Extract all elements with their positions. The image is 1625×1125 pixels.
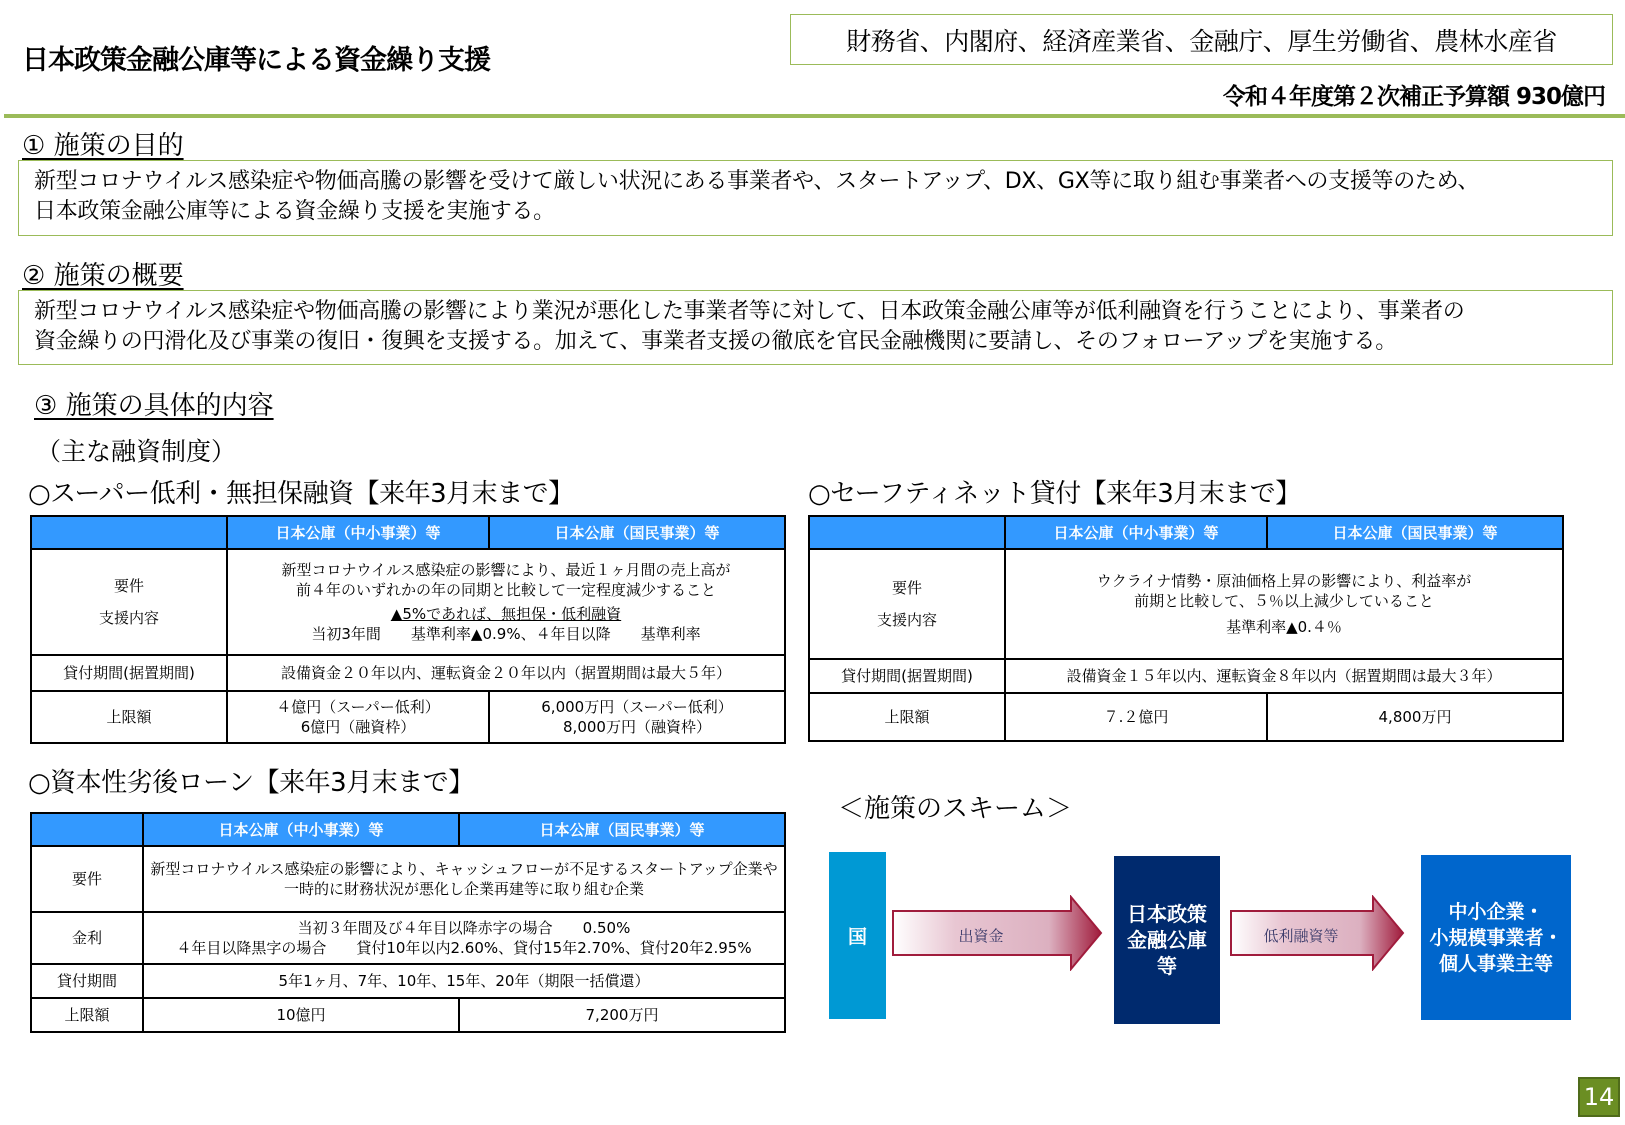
req-line-1: ウクライナ情勢・原油価格上昇の影響により、利益率が — [1096, 572, 1472, 590]
support-condition: ▲5%であれば、無担保・低利融資 — [390, 605, 622, 623]
req-value — [143, 846, 785, 912]
capital-loan-title: ○資本性劣後ローン【来年3月末まで】 — [28, 768, 474, 798]
recipients-line-3: 個人事業主等 — [1438, 952, 1553, 975]
page-number: 14 — [1578, 1077, 1620, 1117]
limit-micro-line-1: 6,000万円（スーパー低利） — [541, 698, 733, 716]
req-line-1: 新型コロナウイルス感染症の影響により、最近１ヶ月間の売上高が — [281, 561, 731, 579]
page-title: 日本政策金融公庫等による資金繰り支援 — [22, 45, 490, 76]
header-sme: 日本公庫（中小事業）等 — [1005, 516, 1267, 549]
jfc-line-3: 等 — [1157, 954, 1177, 978]
req-support-value — [1005, 549, 1563, 659]
scheme-node-country — [829, 852, 886, 1019]
safety-net-table — [808, 515, 1564, 742]
limit-sme — [227, 691, 489, 743]
limit-sme: ７.２億円 — [1005, 693, 1267, 741]
limit-sme-line-2: 6億円（融資枠） — [300, 718, 416, 736]
req-label: 要件 — [31, 846, 143, 912]
req-support-labels — [809, 549, 1005, 659]
period-value: 5年1ヶ月、7年、10年、15年、20年（期限一括償還） — [143, 964, 785, 998]
req-support-labels — [31, 549, 227, 655]
req-line-2: 前期と比較して、５％以上減少していること — [1134, 592, 1434, 610]
scheme-node-recipients — [1421, 855, 1571, 1020]
req-line-2: 一時的に財務状況が悪化し企業再建等に取り組む企業 — [283, 880, 644, 898]
rate-label: 金利 — [31, 912, 143, 964]
purpose-heading: ① 施策の目的 — [22, 131, 184, 161]
limit-sme: 10億円 — [143, 998, 459, 1032]
period-label: 貸付期間(据置期間) — [809, 659, 1005, 693]
overview-line-2: 資金繰りの円滑化及び事業の復旧・復興を支援する。加えて、事業者支援の徹底を官民金融機関に要請し、そのフォローアップを実施する。 — [34, 329, 1397, 354]
rate-line-1: 当初３年間及び４年目以降赤字の場合 0.50% — [297, 919, 631, 937]
details-subheading: （主な融資制度） — [36, 437, 237, 466]
header-blank — [31, 813, 143, 846]
rate-value — [143, 912, 785, 964]
limit-sme-line-1: ４億円（スーパー低利） — [276, 698, 440, 716]
limit-label: 上限額 — [809, 693, 1005, 741]
support-label: 支援内容 — [98, 609, 159, 627]
limit-micro: 4,800万円 — [1267, 693, 1563, 741]
jfc-line-1: 日本政策 — [1127, 902, 1207, 926]
overview-heading: ② 施策の概要 — [22, 261, 184, 291]
req-line-1: 新型コロナウイルス感染症の影響により、キャッシュフローが不足するスタートアップ企業や — [150, 860, 778, 878]
limit-micro: 7,200万円 — [459, 998, 785, 1032]
ministries-box: 財務省、内閣府、経済産業省、金融庁、厚生労働省、農林水産省 — [790, 14, 1613, 65]
limit-label: 上限額 — [31, 691, 227, 743]
header-blank — [809, 516, 1005, 549]
safety-net-title: ○セーフティネット貸付【来年3月末まで】 — [808, 479, 1301, 509]
period-value: 設備資金１５年以内、運転資金８年以内（据置期間は最大３年） — [1005, 659, 1563, 693]
req-label: 要件 — [891, 579, 922, 597]
limit-micro-line-2: 8,000万円（融資枠） — [563, 718, 711, 736]
header-sme: 日本公庫（中小事業）等 — [227, 516, 489, 549]
super-low-table — [30, 515, 786, 744]
arrow-label-loans: 低利融資等 — [1263, 927, 1339, 945]
purpose-line-2: 日本政策金融公庫等による資金繰り支援を実施する。 — [34, 199, 555, 224]
limit-label: 上限額 — [31, 998, 143, 1032]
header-divider — [4, 114, 1625, 118]
capital-loan-table — [30, 812, 786, 1033]
header-blank — [31, 516, 227, 549]
arrow-label-investment: 出資金 — [958, 927, 1004, 945]
purpose-line-1: 新型コロナウイルス感染症や物価高騰の影響を受けて厳しい状況にある事業者や、スタートアップ、DX、GX等に取り組む事業者への支援等のため、 — [34, 169, 1480, 194]
period-value: 設備資金２０年以内、運転資金２０年以内（据置期間は最大５年） — [227, 655, 785, 691]
recipients-line-1: 中小企業・ — [1448, 900, 1544, 923]
scheme-title: ＜施策のスキーム＞ — [838, 794, 1073, 824]
scheme-node-jfc — [1114, 856, 1220, 1024]
overview-line-1: 新型コロナウイルス感染症や物価高騰の影響により業況が悪化した事業者等に対して、日本政策金融公庫等が低利融資を行うことにより、事業者の — [34, 299, 1465, 324]
recipients-line-2: 小規模事業者・ — [1429, 926, 1563, 949]
details-heading: ③ 施策の具体的内容 — [34, 391, 274, 421]
support-label: 支援内容 — [876, 611, 937, 629]
req-label: 要件 — [113, 577, 144, 595]
header-sme: 日本公庫（中小事業）等 — [143, 813, 459, 846]
rate-line-2: ４年目以降黒字の場合 貸付10年以内2.60%、貸付15年2.70%、貸付20年2.95% — [176, 939, 752, 957]
header-micro: 日本公庫（国民事業）等 — [1267, 516, 1563, 549]
purpose-box — [18, 160, 1613, 236]
header-micro: 日本公庫（国民事業）等 — [459, 813, 785, 846]
period-label: 貸付期間(据置期間) — [31, 655, 227, 691]
country-label: 国 — [847, 926, 867, 948]
super-low-title: ○スーパー低利・無担保融資【来年3月末まで】 — [28, 479, 574, 509]
jfc-line-2: 金融公庫 — [1127, 928, 1207, 952]
overview-box — [18, 290, 1613, 365]
support-rate: 当初3年間 基準利率▲0.9%、４年目以降 基準利率 — [311, 625, 701, 643]
support-rate: 基準利率▲0.４％ — [1226, 618, 1342, 636]
header-micro: 日本公庫（国民事業）等 — [489, 516, 785, 549]
req-line-2: 前４年のいずれかの年の同期と比較して一定程度減少すること — [295, 581, 716, 599]
req-support-value — [227, 549, 785, 655]
limit-micro — [489, 691, 785, 743]
period-label: 貸付期間 — [31, 964, 143, 998]
budget-amount: 令和４年度第２次補正予算額 930億円 — [1222, 84, 1605, 110]
